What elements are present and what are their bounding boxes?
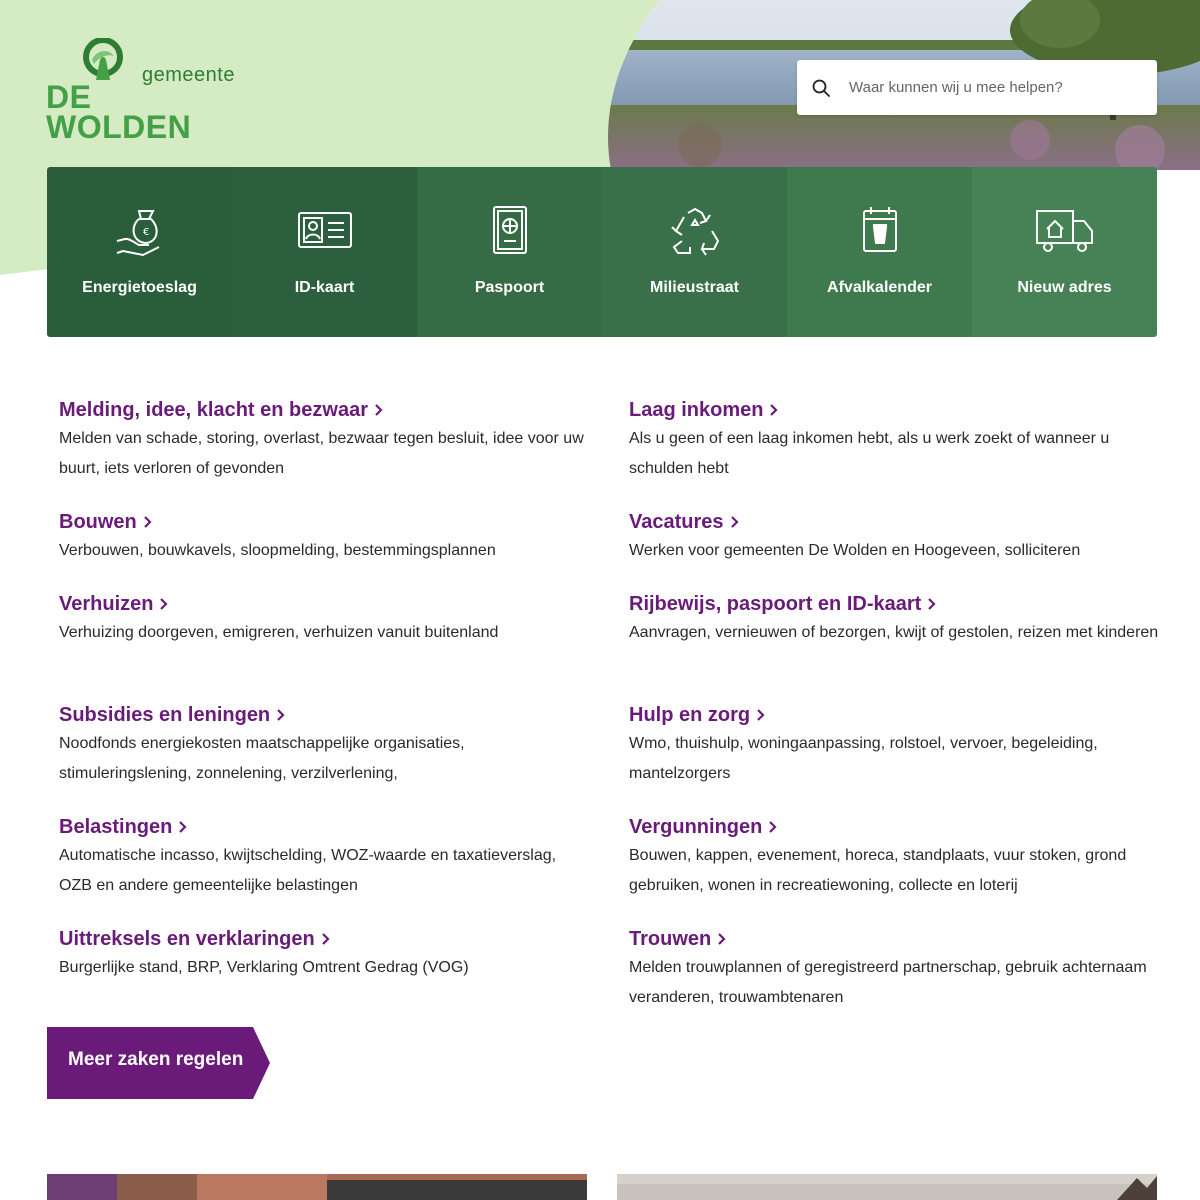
chevron-right-icon — [374, 404, 383, 416]
chevron-right-icon — [768, 821, 777, 833]
chevron-right-icon — [927, 598, 936, 610]
teaser-image-building[interactable] — [47, 1174, 587, 1200]
tile-label: Paspoort — [474, 279, 545, 296]
link-verhuizen[interactable]: Verhuizen — [59, 590, 168, 618]
list-item — [629, 590, 1159, 648]
link-trouwen[interactable]: Trouwen — [629, 925, 726, 953]
link-vacatures[interactable]: Vacatures — [629, 508, 739, 536]
chevron-right-icon — [159, 598, 168, 610]
link-bouwen[interactable]: Bouwen — [59, 508, 152, 536]
chevron-right-icon — [321, 933, 330, 945]
tile-nieuw-adres[interactable] — [972, 167, 1157, 337]
chevron-right-icon — [717, 933, 726, 945]
link-hulp-en-zorg[interactable]: Hulp en zorg — [629, 701, 765, 729]
link-rijbewijs[interactable]: Rijbewijs, paspoort en ID-kaart — [629, 590, 936, 618]
link-vergunningen[interactable]: Vergunningen — [629, 813, 777, 841]
tile-id-kaart[interactable] — [232, 167, 417, 337]
chevron-right-icon — [276, 709, 285, 721]
recycle-icon — [668, 205, 722, 257]
tile-milieustraat[interactable] — [602, 167, 787, 337]
tree-logo-icon — [82, 38, 132, 80]
svg-text:€: € — [143, 227, 150, 238]
search-icon[interactable] — [811, 78, 831, 98]
list-item — [629, 701, 1159, 789]
chevron-right-icon — [143, 516, 152, 528]
list-item — [59, 590, 589, 648]
cta-label: Meer zaken regelen — [68, 1049, 244, 1070]
tile-energietoeslag[interactable] — [47, 167, 232, 337]
link-description: Verhuizing doorgeven, emigreren, verhuizen vanuit buitenland — [59, 624, 499, 641]
tile-label: Energietoeslag — [82, 279, 197, 296]
tile-label: Milieustraat — [650, 279, 739, 296]
passport-icon — [483, 205, 537, 257]
link-description: Burgerlijke stand, BRP, Verklaring Omtrent Gedrag (VOG) — [59, 959, 469, 976]
money-bag-hand-icon — [113, 205, 167, 257]
link-belastingen[interactable]: Belastingen — [59, 813, 187, 841]
quick-tiles — [47, 167, 1157, 337]
link-description: Aanvragen, vernieuwen of bezorgen, kwijt of gestolen, reizen met kinderen — [629, 624, 1159, 641]
list-item — [59, 508, 589, 566]
moving-truck-icon — [1036, 205, 1094, 257]
list-item — [629, 813, 1159, 901]
tile-paspoort[interactable] — [417, 167, 602, 337]
list-item — [59, 396, 589, 484]
link-description: Melden trouwplannen of geregistreerd partnerschap, gebruik achternaam veranderen, trouwambtenaren — [629, 959, 1147, 1006]
chevron-right-icon — [730, 516, 739, 528]
logo-small-text: gemeente — [142, 64, 235, 86]
tile-label: ID-kaart — [294, 279, 355, 296]
id-card-icon — [298, 205, 352, 257]
more-services-button[interactable] — [47, 1027, 272, 1099]
link-description: Werken voor gemeenten De Wolden en Hoogeveen, solliciteren — [629, 542, 1081, 559]
municipality-logo[interactable] — [46, 38, 241, 145]
chevron-right-icon — [178, 821, 187, 833]
list-item — [59, 701, 589, 789]
tile-label: Nieuw adres — [1017, 279, 1112, 296]
link-laag-inkomen[interactable]: Laag inkomen — [629, 396, 778, 424]
link-description: Bouwen, kappen, evenement, horeca, standplaats, vuur stoken, grond gebruiken, wonen in recreatiewoning, collecte en loterij — [629, 847, 1127, 894]
link-description: Als u geen of een laag inkomen hebt, als u werk zoekt of wanneer u schulden hebt — [629, 430, 1110, 477]
list-item — [59, 925, 589, 983]
list-item — [629, 396, 1159, 484]
link-subsidies[interactable]: Subsidies en leningen — [59, 701, 285, 729]
chevron-right-icon — [756, 709, 765, 721]
list-item — [59, 813, 589, 901]
link-description: Verbouwen, bouwkavels, sloopmelding, bestemmingsplannen — [59, 542, 496, 559]
link-description: Automatische incasso, kwijtschelding, WOZ-waarde en taxatieverslag, OZB en andere gemeentelijke belastingen — [59, 847, 557, 894]
link-melding[interactable]: Melding, idee, klacht en bezwaar — [59, 396, 383, 424]
trash-calendar-icon — [853, 205, 907, 257]
link-description: Noodfonds energiekosten maatschappelijke organisaties, stimuleringslening, zonnelening, verzilverlening, — [59, 735, 465, 782]
link-description: Wmo, thuishulp, woningaanpassing, rolstoel, vervoer, begeleiding, mantelzorgers — [629, 735, 1098, 782]
logo-large-text: DE WOLDEN — [46, 79, 192, 145]
list-item — [629, 925, 1159, 1013]
teaser-image-landscape[interactable] — [617, 1174, 1157, 1200]
tile-label: Afvalkalender — [827, 279, 932, 296]
tile-afvalkalender[interactable] — [787, 167, 972, 337]
search-box[interactable] — [797, 60, 1157, 115]
list-item — [629, 508, 1159, 566]
chevron-right-icon — [769, 404, 778, 416]
link-uittreksels[interactable]: Uittreksels en verklaringen — [59, 925, 330, 953]
search-input[interactable] — [849, 60, 1144, 115]
link-description: Melden van schade, storing, overlast, bezwaar tegen besluit, idee voor uw buurt, iets verloren of gevonden — [59, 430, 584, 477]
